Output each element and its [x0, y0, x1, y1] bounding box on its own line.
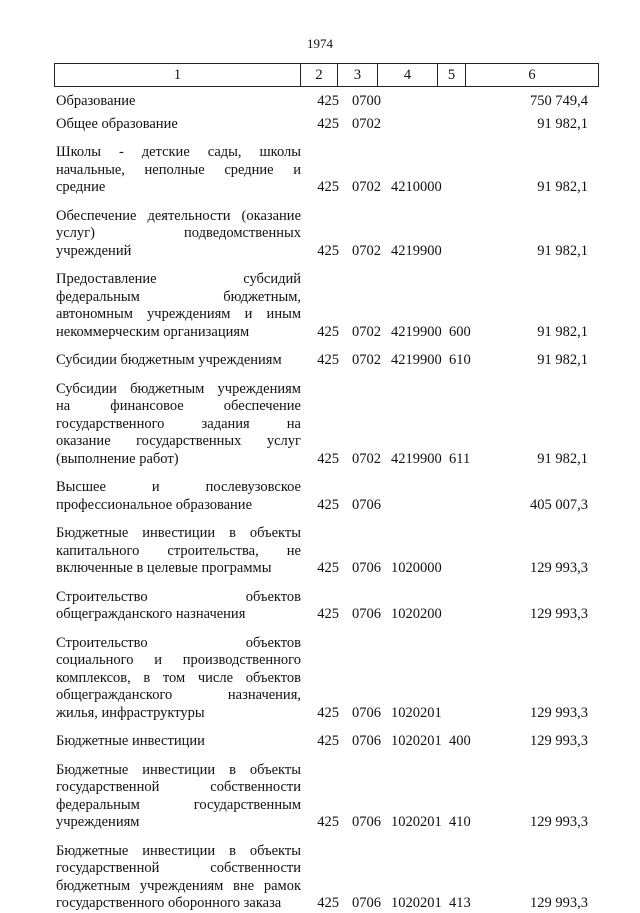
row-name-line: государственной собственности — [56, 860, 301, 876]
row-name-line: Обеспечение деятельности (оказание — [56, 207, 301, 224]
row-vr: 413 — [449, 895, 471, 911]
row-sum: 129 993,3 — [530, 814, 588, 830]
table-row — [56, 525, 596, 578]
row-vr: 610 — [449, 352, 471, 368]
row-gr: 425 — [317, 733, 339, 749]
row-rz: 0702 — [352, 450, 381, 467]
row-sum: 91 982,1 — [537, 242, 588, 259]
row-name-line: Образование — [56, 93, 136, 109]
row-name — [56, 271, 301, 341]
row-name-line: социального и производственного — [56, 652, 301, 668]
table-row — [56, 589, 596, 624]
row-name-line: капитального строительства, не — [56, 542, 301, 559]
row-cs: 4219900 — [391, 323, 442, 340]
row-sum: 129 993,3 — [530, 560, 588, 576]
row-name-line: Предоставление субсидий — [56, 271, 301, 287]
row-name-line: бюджетным учреждениям вне рамок — [56, 877, 301, 894]
row-name-line: федеральным бюджетным, — [56, 288, 301, 305]
row-gr: 425 — [317, 496, 339, 513]
row-name-line: учреждениям — [56, 814, 140, 830]
row-gr: 425 — [317, 352, 339, 368]
row-rz: 0700 — [352, 93, 381, 109]
table-row — [56, 144, 596, 197]
row-name — [56, 479, 301, 514]
row-name — [56, 144, 301, 197]
row-gr: 425 — [317, 606, 339, 622]
row-gr: 425 — [317, 450, 339, 467]
row-cs: 4219900 — [391, 450, 442, 467]
row-cs: 4219900 — [391, 352, 442, 368]
table-row — [56, 635, 596, 723]
row-cs: 1020201 — [391, 814, 442, 830]
row-sum: 129 993,3 — [530, 606, 588, 622]
row-name-line: Общее образование — [56, 115, 178, 132]
row-name-line: Субсидии бюджетным учреждениям — [56, 380, 301, 397]
row-gr: 425 — [317, 323, 339, 340]
row-sum: 129 993,3 — [530, 895, 588, 911]
row-name — [56, 352, 301, 370]
row-name-line: включенные в целевые программы — [56, 560, 272, 576]
row-name-line: (выполнение работ) — [56, 450, 179, 467]
header-col-6: 6 — [528, 67, 536, 83]
row-vr: 410 — [449, 814, 471, 830]
row-name-line: государственного задания на — [56, 415, 301, 432]
row-name-line: Субсидии бюджетным учреждениям — [56, 352, 282, 368]
table-row — [56, 352, 596, 370]
table-row — [56, 479, 596, 514]
row-name-line: общегражданского назначения — [56, 606, 246, 622]
row-rz: 0702 — [352, 352, 381, 368]
row-vr: 400 — [449, 733, 471, 749]
row-rz: 0706 — [352, 733, 381, 749]
row-cs: 4219900 — [391, 242, 442, 259]
row-name — [56, 208, 301, 261]
row-name-line: Бюджетные инвестиции — [56, 733, 205, 749]
row-sum: 129 993,3 — [530, 704, 588, 721]
row-rz: 0702 — [352, 179, 381, 195]
row-sum: 91 982,1 — [537, 115, 588, 132]
row-name — [56, 843, 301, 913]
table-row — [56, 381, 596, 469]
row-sum: 750 749,4 — [530, 93, 588, 109]
page-number: 1974 — [307, 36, 333, 51]
row-rz: 0706 — [352, 606, 381, 622]
row-rz: 0706 — [352, 704, 381, 721]
row-name — [56, 635, 301, 723]
row-gr: 425 — [317, 115, 339, 132]
table-row — [56, 93, 596, 111]
row-name-line: комплексов, в том числе объектов — [56, 669, 301, 686]
row-name-line: автономным учреждениям и иным — [56, 306, 301, 322]
row-gr: 425 — [317, 179, 339, 195]
row-name-line: учреждений — [56, 242, 132, 259]
row-sum: 91 982,1 — [537, 450, 588, 467]
row-sum: 405 007,3 — [530, 496, 588, 513]
row-name-line: государственного оборонного заказа — [56, 895, 282, 911]
row-cs: 1020000 — [391, 560, 442, 576]
header-col-2: 2 — [301, 64, 338, 86]
row-gr: 425 — [317, 895, 339, 911]
row-cs: 1020201 — [391, 704, 442, 721]
header-col-4: 4 — [378, 64, 438, 86]
row-vr: 611 — [449, 450, 471, 467]
row-rz: 0706 — [352, 496, 381, 513]
row-name-line: Школы - детские сады, школы — [56, 144, 301, 160]
row-name-line: услуг) подведомственных — [56, 225, 301, 241]
row-rz: 0706 — [352, 895, 381, 911]
row-cs: 1020201 — [391, 733, 442, 749]
row-name-line: Бюджетные инвестиции в объекты — [56, 761, 301, 778]
row-sum: 91 982,1 — [537, 352, 588, 368]
row-gr: 425 — [317, 93, 339, 109]
row-name — [56, 733, 301, 751]
table-header — [54, 63, 599, 87]
row-cs: 1020201 — [391, 895, 442, 911]
budget-table-body — [56, 89, 596, 913]
row-rz: 0702 — [352, 115, 381, 132]
row-rz: 0706 — [352, 560, 381, 576]
row-rz: 0702 — [352, 323, 381, 340]
table-row — [56, 843, 596, 913]
row-sum: 129 993,3 — [530, 733, 588, 749]
row-name — [56, 525, 301, 578]
row-name-line: Строительство объектов — [56, 634, 301, 651]
row-name-line: средние — [56, 179, 106, 195]
row-rz: 0702 — [352, 242, 381, 259]
row-gr: 425 — [317, 560, 339, 576]
row-vr: 600 — [449, 323, 471, 340]
table-row — [56, 762, 596, 832]
row-name — [56, 116, 301, 134]
row-sum: 91 982,1 — [537, 179, 588, 195]
row-name — [56, 93, 301, 111]
header-col-5: 5 — [438, 64, 466, 86]
row-gr: 425 — [317, 814, 339, 830]
header-col-3: 3 — [338, 64, 378, 86]
table-row — [56, 116, 596, 134]
row-name-line: жилья, инфраструктуры — [56, 704, 205, 721]
row-name-line: Высшее и послевузовское — [56, 479, 301, 495]
row-name — [56, 381, 301, 469]
row-gr: 425 — [317, 242, 339, 259]
row-cs: 4210000 — [391, 179, 442, 195]
row-name-line: на финансовое обеспечение — [56, 398, 301, 414]
row-name — [56, 762, 301, 832]
header-col-1: 1 — [55, 64, 301, 86]
row-cs: 1020200 — [391, 606, 442, 622]
row-name-line: Строительство объектов — [56, 588, 301, 605]
row-name-line: оказание государственных услуг — [56, 433, 301, 449]
row-sum: 91 982,1 — [537, 323, 588, 340]
row-name — [56, 589, 301, 624]
row-name-line: общегражданского назначения, — [56, 687, 301, 703]
row-name-line: государственной собственности — [56, 779, 301, 795]
row-name-line: Бюджетные инвестиции в объекты — [56, 525, 301, 541]
table-row — [56, 271, 596, 341]
row-name-line: начальные, неполные средние и — [56, 161, 301, 178]
row-gr: 425 — [317, 704, 339, 721]
row-name-line: некоммерческим организациям — [56, 323, 250, 340]
row-rz: 0706 — [352, 814, 381, 830]
table-row — [56, 733, 596, 751]
row-name-line: федеральным государственным — [56, 796, 301, 813]
row-name-line: профессиональное образование — [56, 496, 253, 513]
table-row — [56, 208, 596, 261]
row-name-line: Бюджетные инвестиции в объекты — [56, 842, 301, 859]
